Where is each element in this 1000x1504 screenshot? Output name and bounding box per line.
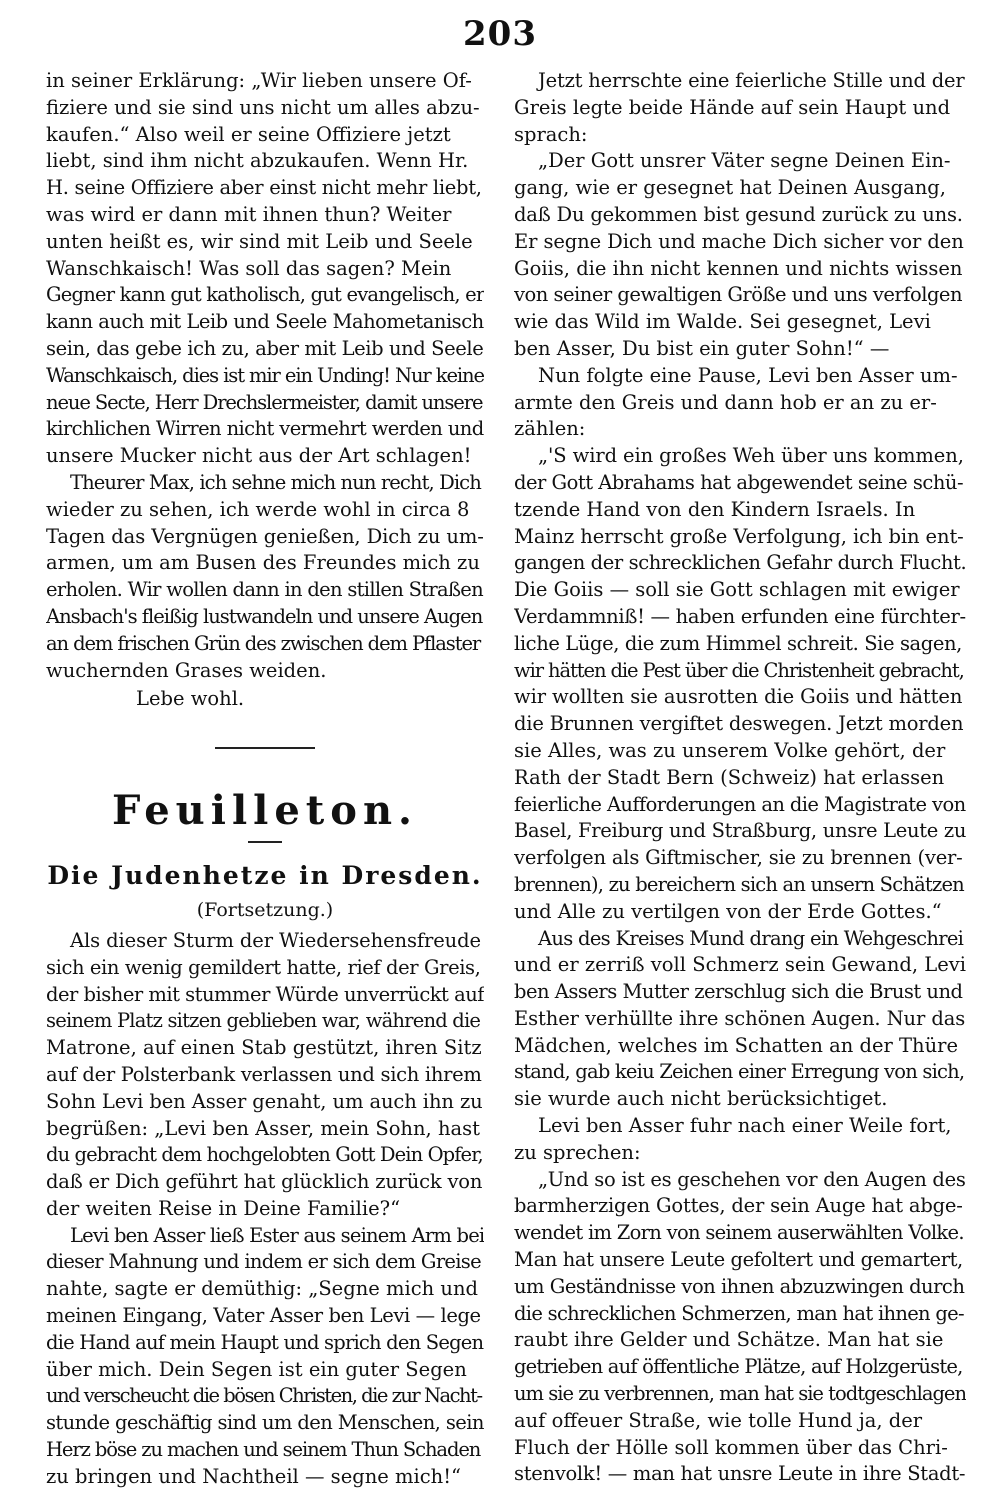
- right-paragraph-2: [514, 148, 966, 362]
- text-line: Aus des Kreises Mund drang ein Wehgeschrei: [538, 926, 964, 950]
- text-line: Wanschkaisch! Was soll das sagen? Mein: [46, 256, 452, 280]
- left-paragraph-1: [46, 68, 484, 470]
- text-line: „Und so ist es geschehen vor den Augen des: [538, 1167, 966, 1191]
- text-line: verfolgen als Giftmischer, sie zu brennen (ver-: [514, 846, 963, 870]
- text-line: zu sprechen:: [514, 1140, 641, 1164]
- text-line: von seiner gewaltigen Größe und uns verfolgen: [514, 283, 963, 307]
- text-line: du gebracht dem hochgelobten Gott Dein Opfer,: [46, 1143, 483, 1167]
- text-line: stenvolk! — man hat unsre Leute in ihre Stadt-: [514, 1462, 966, 1486]
- text-line: raubt ihre Gelder und Schätze. Man hat sie: [514, 1328, 944, 1352]
- text-line: Mädchen, welches im Schatten an der Thüre: [514, 1033, 959, 1057]
- text-line: die Hand auf mein Haupt und sprich den Segen: [46, 1330, 484, 1354]
- text-line: der weiten Reise in Deine Familie?“: [46, 1196, 401, 1220]
- text-line: unten heißt es, wir sind mit Leib und Seele: [46, 229, 473, 253]
- text-line: gangen der schrecklichen Gefahr durch Flucht.: [514, 551, 966, 575]
- text-line: meinen Eingang, Vater Asser ben Levi — lege: [46, 1304, 481, 1328]
- text-line: und verscheucht die bösen Christen, die zur Nacht-: [46, 1384, 482, 1408]
- text-line: Basel, Freiburg und Straßburg, unsre Leute zu: [514, 819, 966, 843]
- text-line: nahte, sagte er demüthig: „Segne mich und: [46, 1277, 479, 1301]
- text-line: Goiis, die ihn nicht kennen und nichts wissen: [514, 256, 963, 280]
- text-line: H. seine Offiziere aber einst nicht mehr liebt,: [46, 176, 482, 200]
- text-line: liebt, sind ihm nicht abzukaufen. Wenn Hr.: [46, 149, 469, 173]
- text-line: Tagen das Vergnügen genießen, Dich zu um-: [46, 524, 484, 548]
- text-line: wir wollten sie ausrotten die Goiis und hätten: [514, 685, 963, 709]
- text-line: neue Secte, Herr Drechslermeister, damit unsere: [46, 390, 483, 414]
- text-line: Man hat unsere Leute gefoltert und gemartert,: [514, 1248, 963, 1272]
- text-line: ben Assers Mutter zerschlug sich die Brust und: [514, 980, 963, 1004]
- text-line: Nun folgte eine Pause, Levi ben Asser um-: [538, 363, 958, 387]
- column-divider: [498, 70, 499, 1490]
- text-line: wendet im Zorn von seinem auserwählten Volke.: [514, 1221, 964, 1245]
- text-line: gang, wie er gesegnet hat Deinen Ausgang,: [514, 176, 946, 200]
- text-line: auf offeuer Straße, wie tolle Hund ja, der: [514, 1408, 923, 1432]
- left-paragraph-3: [46, 928, 484, 1223]
- text-line: um Geständnisse von ihnen abzuzwingen durch: [514, 1274, 965, 1298]
- text-line: Theurer Max, ich sehne mich nun recht, Dich: [70, 470, 481, 494]
- text-line: tzende Hand von den Kindern Israels. In: [514, 497, 916, 521]
- text-line: Rath der Stadt Bern (Schweiz) hat erlassen: [514, 765, 945, 789]
- text-line: sprach:: [514, 122, 588, 146]
- text-line: armte den Greis und dann hob er an zu er-: [514, 390, 937, 414]
- text-line: Wanschkaisch, dies ist mir ein Unding! Nur keine: [46, 363, 484, 387]
- text-line: sie wurde auch nicht berücksichtiget.: [514, 1087, 888, 1111]
- text-line: wir hätten die Pest über die Christenheit gebracht,: [514, 658, 964, 682]
- text-line: Er segne Dich und mache Dich sicher vor den: [514, 229, 964, 253]
- article-subtitle: (Fortsetzung.): [196, 899, 334, 922]
- left-column: [46, 68, 484, 1491]
- text-line: über mich. Dein Segen ist ein guter Segen: [46, 1357, 467, 1381]
- text-line: erholen. Wir wollen dann in den stillen Straßen: [46, 578, 483, 602]
- page-number: 203: [463, 14, 537, 54]
- closing-line: Lebe wohl.: [136, 687, 245, 711]
- text-line: und Alle zu vertilgen von der Erde Gottes.“: [514, 899, 942, 923]
- text-line: dieser Mahnung und indem er sich dem Greise: [46, 1250, 481, 1274]
- text-line: Matrone, auf einen Stab gestützt, ihren Sitz: [46, 1036, 482, 1060]
- text-line: Jetzt herrschte eine feierliche Stille und der: [538, 69, 965, 92]
- text-line: an dem frischen Grün des zwischen dem Pflaster: [46, 631, 481, 655]
- text-line: auf der Polsterbank verlassen und sich ihrem: [46, 1062, 482, 1086]
- text-line: „'S wird ein großes Weh über uns kommen,: [538, 444, 964, 468]
- text-line: armen, um am Busen des Freundes mich zu: [46, 551, 480, 575]
- text-line: Sohn Levi ben Asser genaht, um auch ihn zu: [46, 1089, 483, 1113]
- text-line: der Gott Abrahams hat abgewendet seine schü-: [514, 470, 964, 494]
- text-line: stunde geschäftig sind um den Menschen, sein: [46, 1411, 484, 1435]
- text-line: kirchlichen Wirren nicht vermehrt werden und: [46, 417, 484, 441]
- text-line: Gegner kann gut katholisch, gut evangelisch, er: [46, 283, 484, 307]
- text-line: um sie zu verbrennen, man hat sie todtgeschlagen: [514, 1382, 966, 1406]
- text-line: Fluch der Hölle soll kommen über das Chri-: [514, 1435, 948, 1459]
- text-line: zählen:: [514, 417, 586, 441]
- text-line: fiziere und sie sind uns nicht um alles abzu-: [46, 95, 480, 119]
- text-line: und er zerriß voll Schmerz sein Gewand, Levi: [514, 953, 966, 977]
- text-line: kaufen.“ Also weil er seine Offiziere jetzt: [46, 122, 451, 146]
- text-line: Herz böse zu machen und seinem Thun Schaden: [46, 1438, 481, 1462]
- text-line: Verdammniß! — haben erfunden eine fürchter-: [514, 604, 966, 628]
- text-line: daß Du gekommen bist gesund zurück zu uns.: [514, 202, 963, 226]
- text-line: begrüßen: „Levi ben Asser, mein Sohn, hast: [46, 1116, 480, 1140]
- text-line: sein, das gebe ich zu, aber mit Leib und Seele: [46, 336, 484, 360]
- text-line: wuchernden Grases weiden.: [46, 658, 327, 682]
- text-line: feierliche Aufforderungen an die Magistrate von: [514, 792, 966, 816]
- text-line: getrieben auf öffentliche Plätze, auf Holzgerüste,: [514, 1355, 963, 1379]
- text-line: Die Goiis — soll sie Gott schlagen mit ewiger: [514, 578, 960, 602]
- left-paragraph-2: [46, 470, 484, 684]
- text-line: wie das Wild im Walde. Sei gesegnet, Levi: [514, 310, 931, 334]
- text-line: liche Lüge, die zum Himmel schreit. Sie sagen,: [514, 631, 962, 655]
- text-line: Levi ben Asser ließ Ester aus seinem Arm bei: [70, 1223, 484, 1247]
- right-paragraph-5: [514, 926, 966, 1114]
- right-paragraph-7: [514, 1167, 966, 1489]
- text-line: in seiner Erklärung: „Wir lieben unsere Of-: [46, 69, 472, 92]
- text-line: barmherzigen Gottes, der sein Auge hat abge-: [514, 1194, 963, 1218]
- text-line: wieder zu sehen, ich werde wohl in circa 8: [46, 497, 470, 521]
- section-title: Feuilleton.: [112, 787, 418, 835]
- text-line: seinem Platz sitzen geblieben war, während die: [46, 1009, 481, 1033]
- text-line: Levi ben Asser fuhr nach einer Weile fort,: [538, 1114, 952, 1138]
- right-paragraph-3: [514, 363, 966, 443]
- text-line: sie Alles, was zu unserem Volke gehört, der: [514, 738, 946, 762]
- text-line: unsere Mucker nicht aus der Art schlagen!: [46, 444, 472, 468]
- text-line: daß er Dich geführt hat glücklich zurück von: [46, 1170, 483, 1194]
- text-line: zu bringen und Nachtheil — segne mich!“: [46, 1464, 462, 1488]
- right-column: [514, 68, 966, 1488]
- right-paragraph-6: [514, 1113, 966, 1167]
- text-line: was wird er dann mit ihnen thun? Weiter: [46, 202, 452, 226]
- right-paragraph-1: [514, 68, 966, 148]
- right-paragraph-4: [514, 443, 966, 925]
- title-divider: [248, 841, 282, 843]
- text-line: Mainz herrscht große Verfolgung, ich bin ent-: [514, 524, 964, 548]
- text-line: sich ein wenig gemildert hatte, rief der Greis,: [46, 955, 481, 979]
- left-paragraph-4: [46, 1223, 484, 1491]
- text-line: Ansbach's fleißig lustwandeln und unsere Augen: [46, 604, 483, 628]
- text-line: der bisher mit stummer Würde unverrückt auf: [46, 982, 484, 1006]
- text-line: die Brunnen vergiftet deswegen. Jetzt morden: [514, 712, 964, 736]
- text-line: brennen), zu bereichern sich an unsern Schätzen: [514, 872, 964, 896]
- section-divider: [215, 747, 315, 749]
- text-line: kann auch mit Leib und Seele Mahometanisch: [46, 310, 484, 334]
- text-line: Esther verhüllte ihre schönen Augen. Nur das: [514, 1006, 966, 1030]
- text-line: die schrecklichen Schmerzen, man hat ihnen ge-: [514, 1301, 964, 1325]
- text-line: Greis legte beide Hände auf sein Haupt und: [514, 95, 951, 119]
- article-title: Die Judenhetze in Dresden.: [47, 861, 483, 891]
- text-line: ben Asser, Du bist ein guter Sohn!“ —: [514, 336, 890, 360]
- text-line: „Der Gott unsrer Väter segne Deinen Ein-: [538, 149, 951, 173]
- text-line: stand, gab keiu Zeichen einer Erregung von sich,: [514, 1060, 965, 1084]
- text-line: Als dieser Sturm der Wiedersehensfreude: [70, 928, 481, 952]
